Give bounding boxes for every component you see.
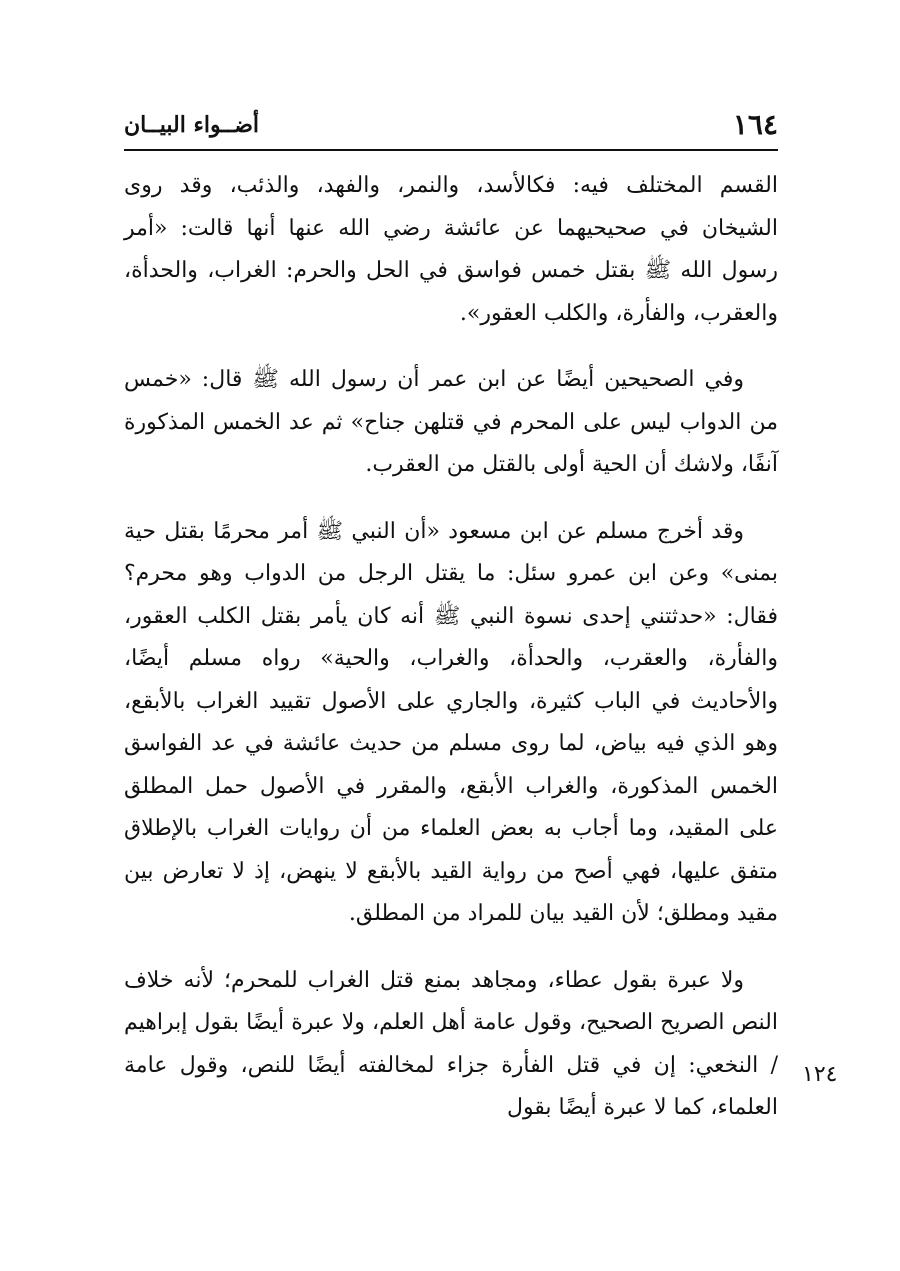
running-title: أضــواء البيــان [124, 112, 260, 138]
page-number: ١٦٤ [732, 108, 778, 141]
paragraph-text: وفي الصحيحين أيضًا عن ابن عمر أن رسول الله ﷺ قال: «خمس من الدواب ليس على المحرم في قتلهن جناح» ثم عد الخمس المذكورة آنفًا، ولاشك أن الحية أولى بالقتل من العقرب. [124, 367, 778, 477]
margin-page-reference: ١٢٤ [802, 1062, 838, 1087]
paragraph [124, 960, 778, 1130]
page-header [124, 104, 778, 148]
paragraph-text: القسم المختلف فيه: فكالأسد، والنمر، والفهد، والذئب، وقد روى الشيخان في صحيحيهما عن عائشة رضي الله عنها أنها قالت: «أمر رسول الله ﷺ بقتل خمس فواسق في الحل والحرم: الغراب، والحدأة، والعقرب، والفأرة، والكلب العقور». [124, 173, 778, 326]
paragraph-text: ولا عبرة بقول عطاء، ومجاهد بمنع قتل الغراب للمحرم؛ لأنه خلاف النص الصريح الصحيح، وقول عامة أهل العلم، ولا عبرة أيضًا بقول إبراهيم / النخعي: إن في قتل الفأرة جزاء لمخالفته أيضًا للنص، وقول عامة العلماء، كما لا عبرة أيضًا بقول [124, 967, 778, 1120]
paragraph-text: وقد أخرج مسلم عن ابن مسعود «أن النبي ﷺ أمر محرمًا بقتل حية بمنى» وعن ابن عمرو سئل: ما يقتل الرجل من الدواب وهو محرم؟ فقال: «حدثتني إحدى نسوة النبي ﷺ أنه كان يأمر بقتل الكلب العقور، والفأرة، والعقرب، والحدأة، والغراب، والحية» رواه مسلم أيضًا، والأحاديث في الباب كثيرة، والجاري على الأصول تقييد الغراب بالأبقع، وهو الذي فيه بياض، لما روى مسلم من حديث عائشة في عد الفواسق الخمس المذكورة، والغراب الأبقع، والمقرر في الأصول حمل المطلق على المقيد، وما أجاب به بعض العلماء من أن روايات الغراب بالإطلاق متفق عليها، فهي أصح من رواية القيد بالأبقع لا ينهض، إذ لا تعارض بين مقيد ومطلق؛ لأن القيد بيان للمراد من المطلق. [124, 518, 778, 926]
header-divider [124, 149, 778, 151]
paragraph [124, 511, 778, 936]
paragraph [124, 165, 778, 335]
paragraph [124, 359, 778, 487]
main-text [124, 165, 778, 1154]
